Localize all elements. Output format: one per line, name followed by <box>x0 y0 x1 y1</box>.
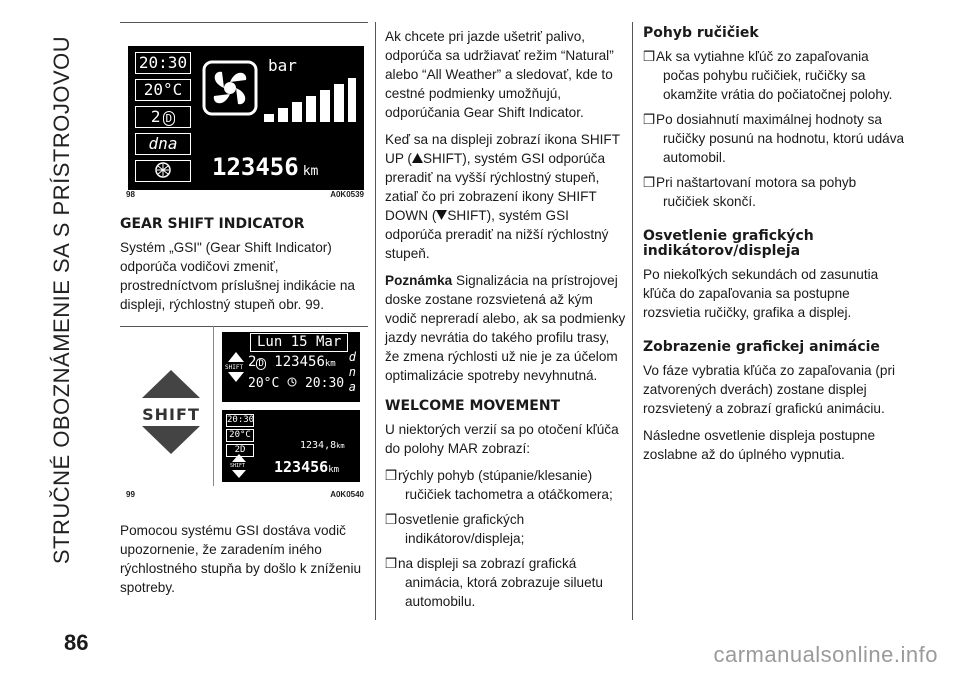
paragraph: Pomocou systému GSI dostáva vodič upozornenie, že zaradením iného rýchlostného stupňa by došlo k zníženiu spotreby. <box>120 523 362 595</box>
side-chapter-title: STRUČNÉ OBOZNÁMENIE SA S PRÍSTROJOVOU <box>49 35 74 565</box>
column-divider <box>632 22 633 620</box>
lcd-gear: 2 <box>248 354 257 370</box>
dna-letter: a <box>348 380 356 394</box>
note-text: Signalizácia na prístrojovej doske zostane rozsvietená až kým vodič nepreradí alebo, ak sa podmienky jazdy nevrátia do takého profilu trasy, že zmena rýchlosti už nie je za účelom optimalizácie spotreby nevyhnutná. <box>385 273 626 383</box>
odometer-unit: km <box>302 164 319 179</box>
lcd-odometer <box>212 154 318 185</box>
shift-up-arrow-icon <box>138 368 204 400</box>
column-1-bottom <box>120 521 370 605</box>
instrument-display <box>128 46 364 190</box>
list-item: ❒na displeji sa zobrazí grafická animácia, ktorá zobrazuje siluetu automobilu. <box>385 556 603 609</box>
lcd-trip-row <box>248 354 336 372</box>
lcd-gear-box <box>135 106 191 128</box>
checkbox-bullet-icon: ❒ <box>643 175 656 190</box>
dna-letter: n <box>348 365 356 379</box>
distance-unit: km <box>336 442 345 450</box>
shift-down-small-icon <box>228 372 244 382</box>
lcd-time: 20:30 <box>135 52 191 74</box>
lcd-temperature: 20°C <box>226 429 254 442</box>
note-label: Poznámka <box>385 273 453 288</box>
column-3 <box>643 20 905 472</box>
note-paragraph <box>385 271 627 385</box>
figure-inner-divider <box>213 326 214 486</box>
checkbox-bullet-icon: ❒ <box>385 512 398 527</box>
heading-gear-shift-indicator: GEAR SHIFT INDICATOR <box>120 216 305 232</box>
instrument-display-bottom <box>222 410 360 482</box>
lcd-left-panel <box>135 52 191 182</box>
instrument-display-top <box>222 332 360 402</box>
lcd-temperature: 20°C <box>135 79 191 101</box>
figure-number: 99 <box>126 490 135 499</box>
gear-indicator-icon: D <box>258 359 264 369</box>
list-item: ❒rýchly pohyb (stúpanie/klesanie) ručičiek tachometra a otáčkomera; <box>385 468 613 502</box>
trip-unit: km <box>324 359 336 369</box>
heading-osvetlenie: Osvetlenie grafických indikátorov/displeja <box>643 228 814 259</box>
page-number: 86 <box>64 630 89 655</box>
lcd-date: Lun 15 Mar <box>250 333 348 352</box>
shift-indicator-graphic <box>138 368 204 472</box>
figure-code: A0K0540 <box>330 490 364 499</box>
paragraph: Následne osvetlenie displeja postupne zoslabne až do úplného vypnutia. <box>643 428 876 462</box>
lcd-temp-time-row <box>248 376 344 392</box>
paragraph: Vo fáze vybratia kľúča zo zapaľovania (pri zatvorených dverách) zostane displej rozsvietený a zobrazí grafickú animáciu. <box>643 363 895 416</box>
gear-indicator-icon: D <box>240 445 246 455</box>
column-2 <box>385 27 627 617</box>
column-divider <box>375 22 376 620</box>
odometer-value: 123456 <box>274 458 329 476</box>
figure-98 <box>120 22 368 202</box>
watermark: carmanualsonline.info <box>713 642 938 667</box>
checkbox-bullet-icon: ❒ <box>385 468 398 483</box>
odometer-unit: km <box>328 465 340 475</box>
pressure-bar-graph <box>262 78 358 122</box>
list-item: ❒Ak sa vytiahne kľúč zo zapaľovania počas pohybu ručičiek, ručičky sa okamžite vrátia do počiatočnej polohy. <box>643 49 893 102</box>
checkbox-bullet-icon: ❒ <box>643 112 656 127</box>
shift-label: SHIFT <box>142 405 200 424</box>
lcd-trip: 123456 <box>274 354 325 370</box>
gear-indicator-icon: D <box>163 111 176 126</box>
lcd-dna-vertical <box>349 350 356 395</box>
heading-zobrazenie-animacie: Zobrazenie grafickej animácie <box>643 339 880 355</box>
lcd-time: 20:30 <box>227 415 255 425</box>
figure-code: A0K0539 <box>330 190 364 199</box>
checkbox-bullet-icon: ❒ <box>385 556 398 571</box>
figure-top-rule <box>120 22 368 23</box>
shift-down-arrow-icon <box>436 210 447 220</box>
lcd-chassis-box <box>135 160 191 182</box>
lcd-shift-small: SHIFT <box>230 463 246 469</box>
figure-99 <box>120 326 368 504</box>
distance-value: 1234,8 <box>300 440 337 451</box>
list-item: ❒Po dosiahnutí maximálnej hodnoty sa ručičky posunú na hodnotu, ktorú udáva automobil. <box>643 112 905 165</box>
figure-top-rule <box>120 326 368 327</box>
checkbox-bullet-icon: ❒ <box>643 49 656 64</box>
heading-pohyb-rucicek: Pohyb ručičiek <box>643 25 759 41</box>
paragraph: Ak chcete pri jazde ušetriť palivo, odporúča sa udržiavať režim “Natural” alebo “All Weather” a sledovať, kde to cestné podmienky umožňujú, odporúčania Gear Shift Indicator. <box>385 29 614 120</box>
chassis-icon <box>153 161 173 179</box>
lcd-gear: 2 <box>150 107 161 126</box>
lcd-pressure-unit: bar <box>268 56 297 75</box>
lcd-odometer <box>274 458 339 476</box>
lcd-temperature: 20°C <box>248 376 280 391</box>
lcd-dna-mode: dna <box>135 133 191 155</box>
column-1 <box>120 203 370 322</box>
paragraph: U niektorých verzií sa po otočení kľúča do polohy MAR zobrazí: <box>385 422 619 456</box>
lcd-distance <box>300 440 345 451</box>
shift-down-small-icon <box>232 470 246 478</box>
lcd-gear: 2 <box>234 445 240 455</box>
shift-up-small-icon <box>228 352 244 362</box>
turbo-fan-icon <box>200 58 260 118</box>
odometer-value: 123456 <box>212 153 299 181</box>
list-item: ❒Pri naštartovaní motora sa pohyb ručičiek skončí. <box>643 175 857 209</box>
lcd-shift-small: SHIFT <box>225 364 244 371</box>
lcd-time: 20:30 <box>304 376 345 391</box>
paragraph: Systém „GSI" (Gear Shift Indicator) odporúča vodičovi zmeniť, prostredníctvom príslušnej indikácie na displeji, rýchlostný stupeň obr. 99. <box>120 240 355 312</box>
heading-welcome-movement: WELCOME MOVEMENT <box>385 398 561 414</box>
dna-letter: d <box>348 350 356 364</box>
shift-down-arrow-icon <box>138 424 204 456</box>
clock-icon <box>287 377 297 387</box>
shift-up-arrow-icon <box>412 153 423 163</box>
shift-up-small-icon <box>232 454 246 462</box>
figure-number: 98 <box>126 190 135 199</box>
paragraph-shift-icons: Keď sa na displeji zobrazí ikona SHIFT UP ( SHIFT), systém GSI odporúča preradiť na vyšší rýchlostný stupeň, zatiaľ čo pri zobrazení ikony SHIFT DOWN ( SHIFT), systém GSI odporúča preradiť na nižší rýchlostný stupeň. <box>385 132 620 261</box>
lcd-left-stack <box>226 414 254 457</box>
list-item: ❒osvetlenie grafických indikátorov/displeja; <box>385 512 525 546</box>
paragraph: Po niekoľkých sekundách od zasunutia kľúča do zapaľovania sa postupne rozsvietia ručičky, grafika a displej. <box>643 267 879 320</box>
